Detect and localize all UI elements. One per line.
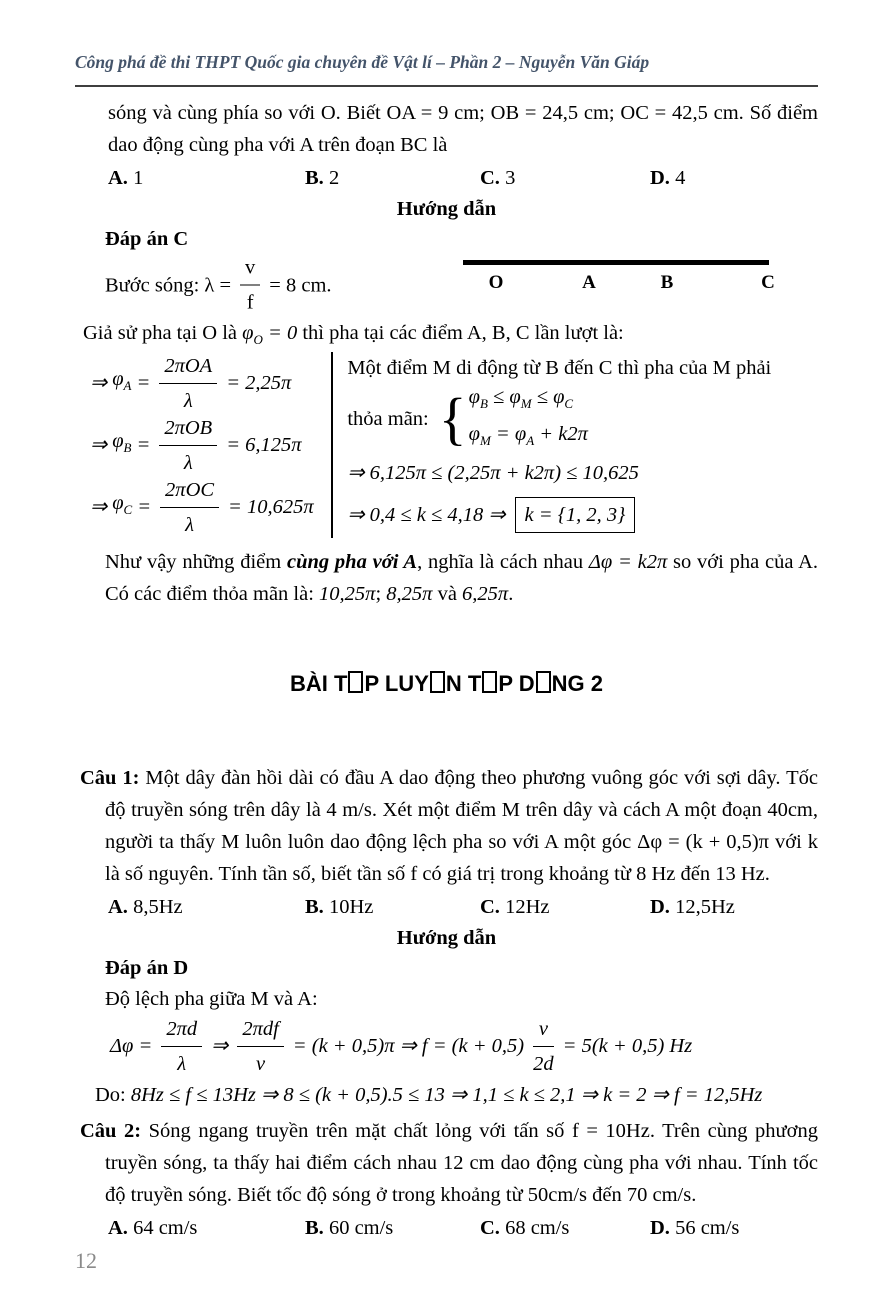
fraction: $\frac{\text{2πOB}}{\lambda}$	[159, 412, 217, 479]
diagram-label-C: C	[761, 272, 775, 293]
fraction: $\frac{\text{2πOA}}{\lambda}$	[159, 350, 217, 417]
option-A: A. 64 cm/s	[108, 1217, 198, 1239]
phase-formula-column	[90, 352, 331, 538]
option-D: D. 12,5Hz	[650, 896, 735, 918]
huong-dan-heading: Hướng dẫn	[396, 198, 497, 220]
question-1: Câu 1: Một dây đàn hồi dài có đầu A dao động theo phương vuông góc với sợi dây. Tốc độ truyền sóng trên dây là 4 m/s. Xét một điểm M trên dây và cách A một đoạn 40cm, người ta thấy M luôn luôn dao động lệch pha so với A một góc Δφ = (k + 0,5)π với k là số nguyên. Tính tần số, biết tần số f có giá trị trong khoảng từ 8 Hz đến 13 Hz.	[80, 767, 818, 885]
missing-glyph-box	[536, 671, 551, 693]
derivation-columns	[90, 352, 818, 538]
option-B: B. 10Hz	[305, 896, 374, 918]
option-B: B. 2	[305, 167, 340, 189]
diagram-label-B: B	[660, 272, 674, 293]
phi-b-symbol: $\varphi_B$	[112, 430, 132, 456]
phase-difference-formula: Δφ = $\frac{2\pi d}{\lambda}$ ⇒ $\frac{\text{2πdf}}{v}$ = (k + 0,5)π ⇒ f = (k + 0,5) $\frac{v}{2d}$ = 5(k + 0,5) Hz	[110, 1015, 818, 1077]
missing-glyph-box	[430, 671, 445, 693]
frequency-range-line: Do: 8Hz ≤ f ≤ 13Hz ⇒ 8 ≤ (k + 0,5).5 ≤ 13 ⇒ 1,1 ≤ k ≤ 2,1 ⇒ k = 2 ⇒ f = 12,5Hz	[95, 1084, 763, 1106]
fraction: $\frac{2\pi d}{\lambda}$	[161, 1013, 202, 1080]
question-continuation-text: sóng và cùng phía so với O. Biết OA = 9 cm; OB = 24,5 cm; OC = 42,5 cm. Số điểm dao động cùng pha với A trên đoạn BC là	[108, 102, 818, 156]
option-C: C. 3	[480, 167, 516, 189]
system-brace: {	[438, 386, 467, 451]
option-B: B. 60 cm/s	[305, 1217, 394, 1239]
fraction-v-over-f: $\frac{v}{f}$	[240, 252, 260, 319]
phi-o-symbol: $\varphi_O$	[242, 322, 263, 348]
option-A: A. 1	[108, 167, 144, 189]
phase-formula-C: ⇒ $\varphi_C$ = $\frac{\text{2πOC}}{\lambda}$ = 10,625π	[90, 476, 331, 538]
answer-key-label: Đáp án C	[105, 228, 189, 250]
huong-dan-heading: Hướng dẫn	[396, 927, 497, 949]
option-C: C. 12Hz	[480, 896, 550, 918]
fraction: $\frac{\text{2πOC}}{\lambda}$	[160, 474, 219, 541]
condition-column	[333, 352, 818, 538]
answer-key-label: Đáp án D	[105, 957, 189, 979]
system-line-2: $\varphi_M = \varphi_A + k2\pi$	[468, 423, 588, 449]
system-lines	[469, 382, 588, 456]
diagram-label-O: O	[488, 272, 504, 293]
conclusion-paragraph: Như vậy những điểm cùng pha với A, nghĩa là cách nhau Δφ = k2π so với pha của A. Có các điểm thỏa mãn là: 10,25π; 8,25π và 6,25π.	[105, 551, 819, 605]
fraction: $\frac{\text{2πdf}}{v}$	[237, 1013, 283, 1080]
system-line-1: $\varphi_B \le \varphi_M \le \varphi_C$	[468, 385, 574, 411]
phase-formula-A: ⇒ $\varphi_A$ = $\frac{\text{2πOA}}{\lambda}$ = 2,25π	[90, 352, 331, 414]
diagram-label-A: A	[582, 272, 596, 293]
solution-intro: Độ lệch pha giữa M và A:	[105, 988, 318, 1010]
section-heading: BÀI T P LUY N T P D NG 2	[290, 671, 603, 696]
missing-glyph-box	[348, 671, 363, 693]
fraction: $\frac{v}{2d}$	[533, 1013, 554, 1080]
question-2: Câu 2: Sóng ngang truyền trên mặt chất lỏng với tấn số f = 10Hz. Trên cùng phương truyền sóng, ta thấy hai điểm cách nhau 12 cm dao động cùng pha với nhau. Tính tốc độ truyền sóng. Biết tốc độ sóng ở trong khoảng từ 50cm/s đến 70 cm/s.	[80, 1120, 818, 1206]
wavelength-formula: Bước sóng: λ = $\frac{v}{f}$ = 8 cm.	[105, 252, 332, 319]
option-D: D. 56 cm/s	[650, 1217, 740, 1239]
phi-a-symbol: $\varphi_A$	[112, 368, 132, 394]
condition-intro: Một điểm M di động từ B đến C thì pha của M phải	[347, 357, 772, 379]
missing-glyph-box	[482, 671, 497, 693]
boxed-result: k = {1, 2, 3}	[515, 497, 636, 533]
page-number: 12	[75, 1248, 97, 1273]
phi-c-symbol: $\varphi_C$	[112, 492, 133, 518]
wavelength-row	[75, 254, 818, 316]
page-content	[75, 0, 818, 1244]
phase-formula-B: ⇒ $\varphi_B$ = $\frac{\text{2πOB}}{\lambda}$ = 6,125π	[90, 414, 331, 476]
answer-options-row	[75, 892, 818, 923]
diagram-axis-line	[463, 260, 769, 265]
option-A: A. 8,5Hz	[108, 896, 183, 918]
answer-options-row	[75, 163, 818, 194]
option-D: D. 4	[650, 167, 686, 189]
condition-system: thỏa mãn: { $\varphi_B \le \varphi_M \le \varphi_C$ $\varphi_M = \varphi_A + k2\pi$	[347, 385, 818, 453]
running-header: Công phá đề thi THPT Quốc gia chuyên đề Vật lí – Phần 2 – Nguyễn Văn Giáp	[75, 0, 818, 87]
inequality-line: ⇒ 6,125π ≤ (2,25π + k2π) ≤ 10,625	[347, 462, 639, 484]
option-C: C. 68 cm/s	[480, 1217, 570, 1239]
assumption-line: Giả sử pha tại O là $\varphi_O = 0$ thì pha tại các điểm A, B, C lần lượt là:	[83, 322, 624, 348]
answer-options-row	[75, 1213, 818, 1244]
k-result-line: ⇒ 0,4 ≤ k ≤ 4,18 ⇒ k = {1, 2, 3}	[347, 493, 818, 537]
